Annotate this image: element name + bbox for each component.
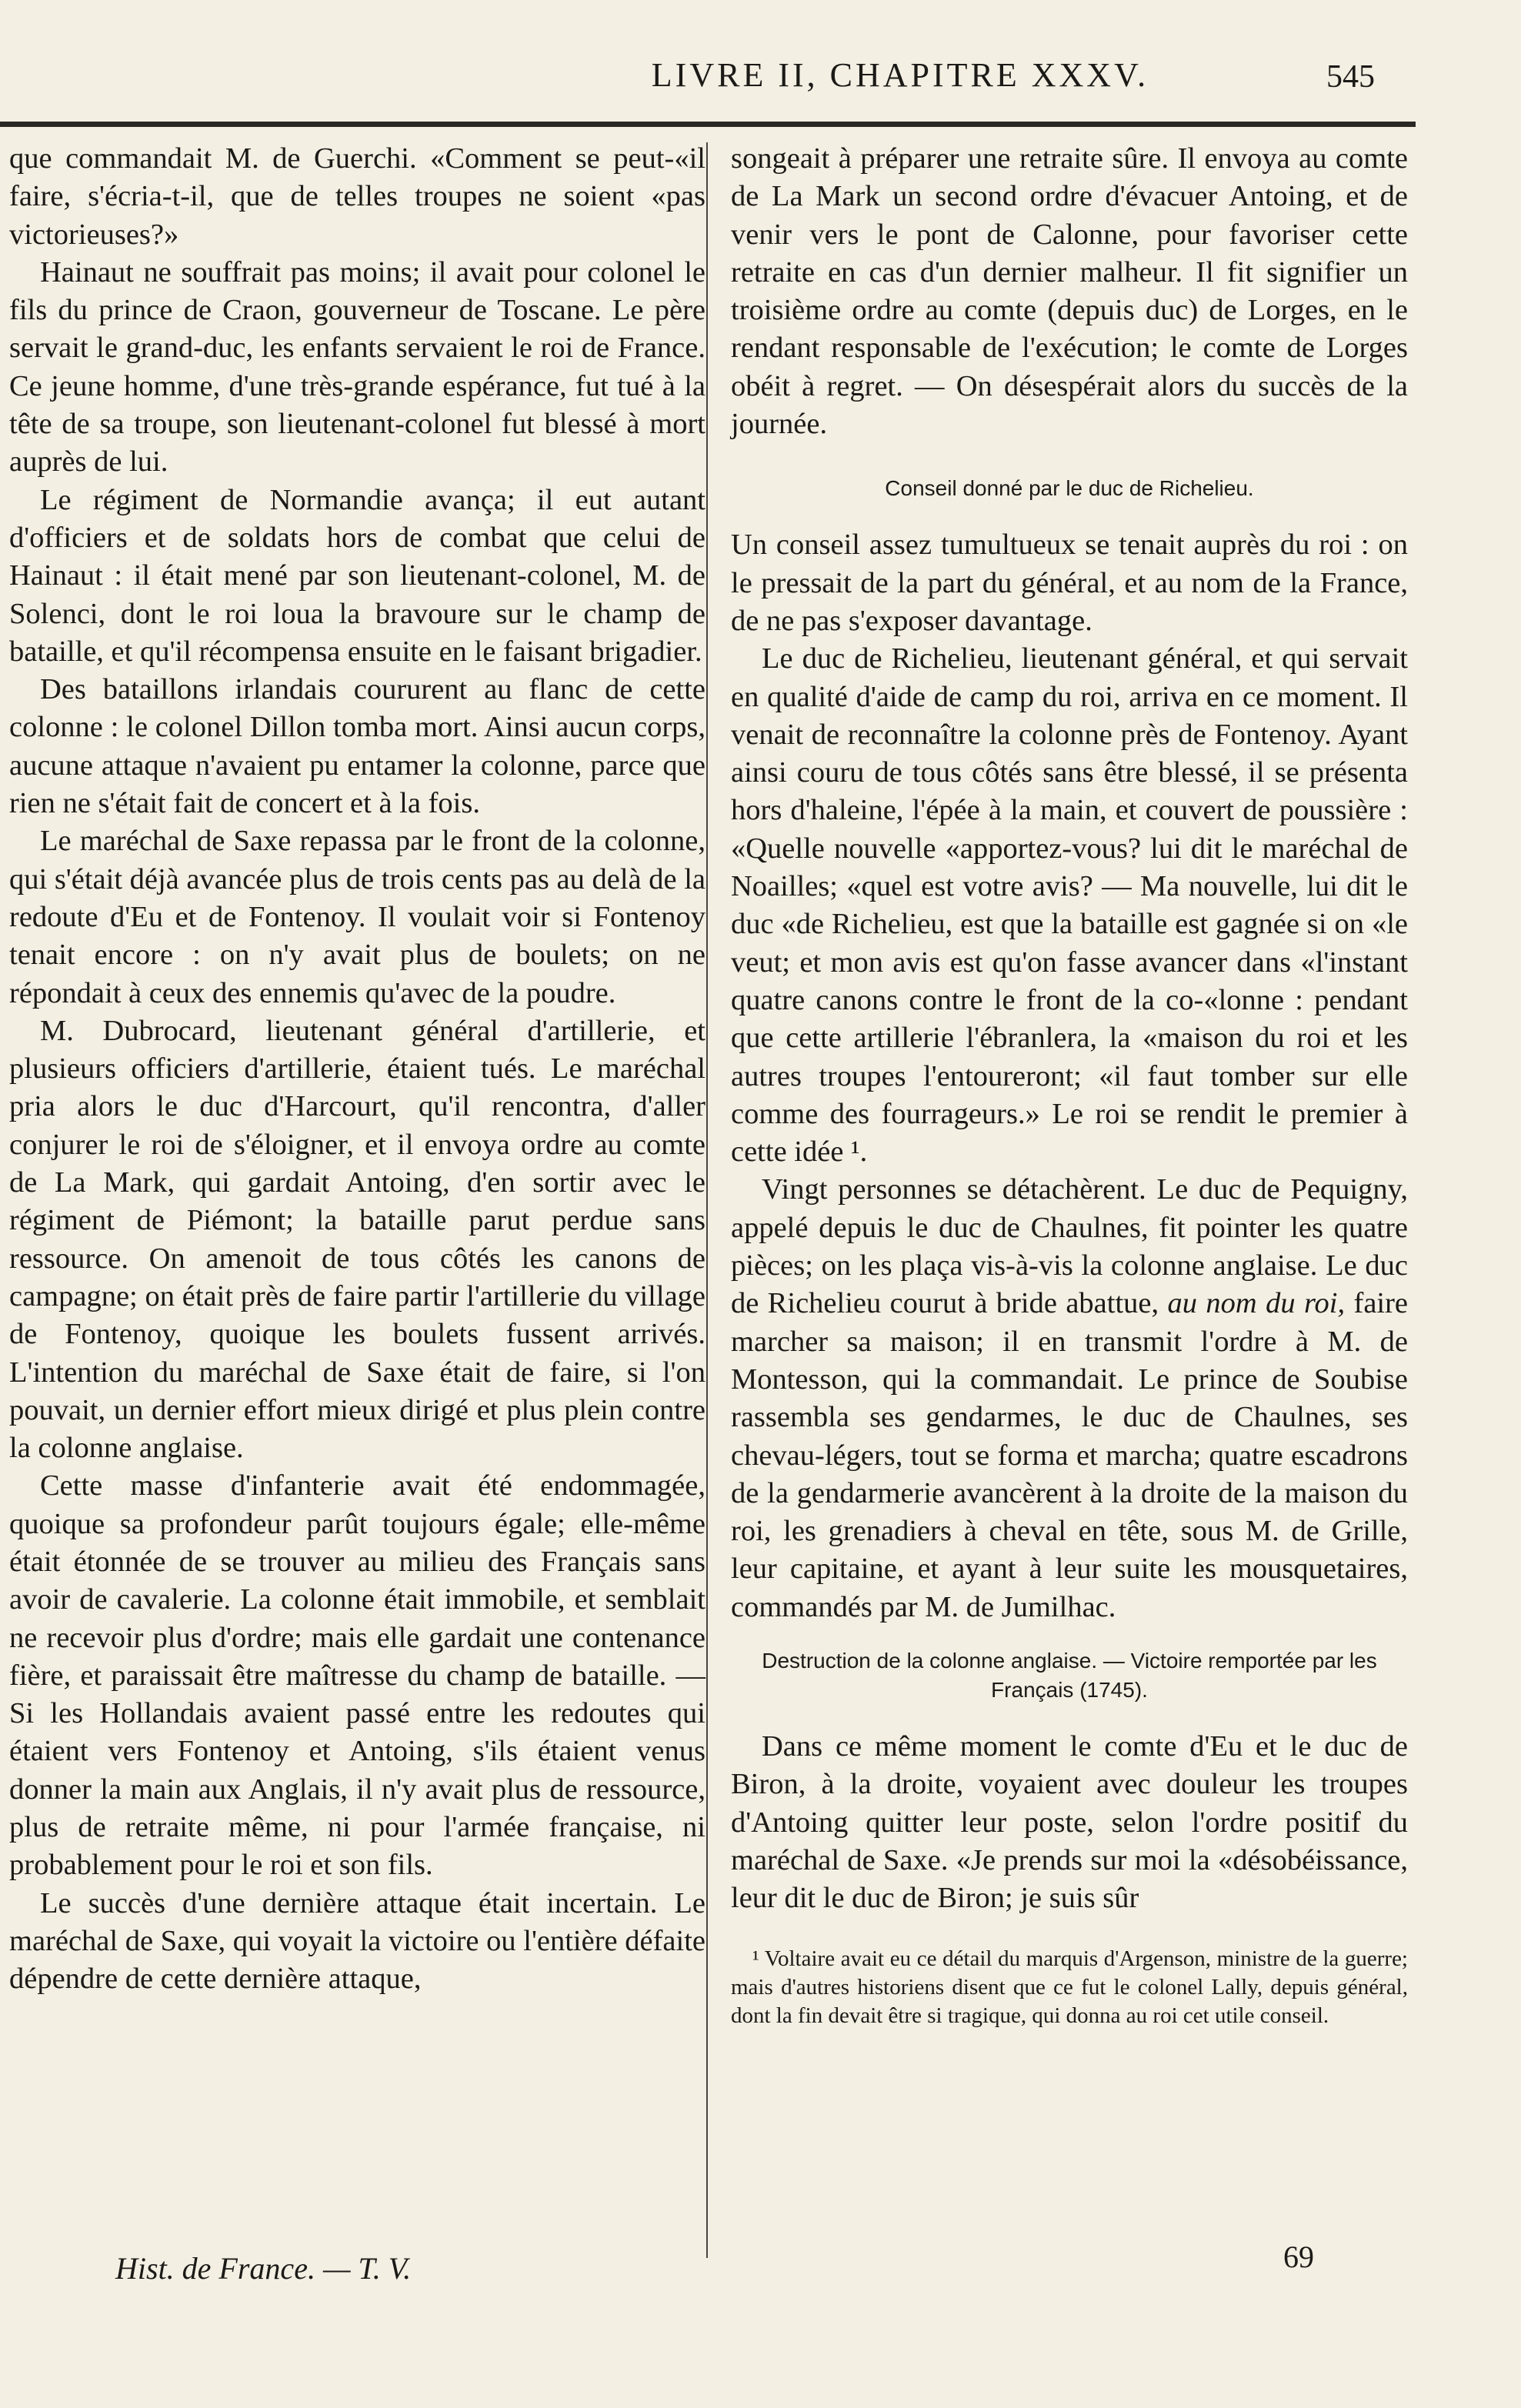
paragraph: Hainaut ne souffrait pas moins; il avait pour colonel le fils du prince de Craon, gouverneur de Toscane. Le père servait le grand-duc, les enfants servaient le roi de France. Ce jeune homme, d'une très-grande espérance, fut tué à la tête de sa troupe, son lieutenant-colonel fut blessé à mort auprès de lui. — [9, 255, 705, 479]
column-divider — [706, 142, 708, 2258]
paragraph: M. Dubrocard, lieutenant général d'artillerie, et plusieurs officiers d'artillerie, étaient tués. Le maréchal pria alors le duc d'Harcourt, qu'il rencontra, d'aller conjurer le roi de s'éloigner, et il envoya ordre au comte de La Mark, qui gardait Antoing, d'en sortir avec le régiment de Piémont; la bataille parut perdue sans ressource. On amenoit de tous côtés les canons de campagne; on était près de faire partir l'artillerie du village de Fontenoy, quoique les boulets fussent arrivés. L'intention du maréchal de Saxe était de faire, si l'on pouvait, un dernier effort mieux dirigé et plus plein contre la colonne anglaise. — [9, 1014, 705, 1465]
signature-number: 69 — [1283, 2240, 1314, 2274]
paragraph-text: Vingt personnes se détachèrent. Le duc de Pequigny, appelé depuis le duc de Chaulnes, fit pointer les quatre pièces; on les plaça vis-à-vis la colonne anglaise. Le duc de Richelieu courut à bride abattue, — [731, 1173, 1408, 1320]
paragraph: songeait à préparer une retraite sûre. Il envoya au comte de La Mark un second ordre d'évacuer Antoing, et de venir vers le pont de Calonne, pour favoriser cette retraite en cas d'un dernier malheur. Il fit signifier un troisième ordre au comte (depuis duc) de Lorges, en le rendant responsable de l'exécution; le comte de Lorges obéit à regret. — On désespérait alors du succès de la journée. — [731, 142, 1408, 441]
paragraph: Le duc de Richelieu, lieutenant général, et qui servait en qualité d'aide de camp du roi, arriva en ce moment. Il venait de reconnaître la colonne près de Fontenoy. Ayant ainsi couru de tous côtés sans être blessé, il se présenta hors d'haleine, l'épée à la main, et couvert de poussière : «Quelle nouvelle «apportez-vous? lui dit le maréchal de Noailles; «quel est votre avis? — Ma nouvelle, lui dit le duc «de Richelieu, est que la bataille est gagnée si on «le veut; et mon avis est qu'on fasse avancer dans «l'instant quatre canons contre le front de la co-«lonne : pendant que cette artillerie l'ébranlera, la «maison du roi et les autres troupes l'entoureront; «il faut tomber sur elle comme des fourrageurs.» Le roi se rendit le premier à cette idée ¹. — [731, 642, 1408, 1169]
footnote: ¹ Voltaire avait eu ce détail du marquis d'Argenson, ministre de la guerre; mais d'autres historiens disent que ce fut le colonel Lally, depuis général, dont la fin devait être si tragique, qui donna au roi cet utile conseil. — [731, 1946, 1408, 2029]
paragraph: que commandait M. de Guerchi. «Comment se peut-«il faire, s'écria-t-il, que de telles troupes ne soient «pas victorieuses?» — [9, 142, 705, 251]
italic-phrase: au nom du roi, — [1167, 1287, 1346, 1320]
paragraph-text: faire marcher sa maison; il en transmit l'ordre à M. de Montesson, qui la commandait. Le prince de Soubise rassembla ses gendarmes, le duc de Chaulnes, ses chevau-légers, tout se forma et marcha; quatre escadrons de la gendarmerie avancèrent à la droite de la maison du roi, les grenadiers à cheval en tête, sous M. de Grille, leur capitaine, et ayant à leur suite les mousquetaires, commandés par M. de Jumilhac. — [731, 1287, 1409, 1623]
section-heading: Conseil donné par le duc de Richelieu. — [885, 476, 1254, 501]
page-number: 545 — [1326, 59, 1375, 95]
paragraph: Le succès d'une dernière attaque était incertain. Le maréchal de Saxe, qui voyait la victoire ou l'entière défaite dépendre de cette dernière attaque, — [9, 1886, 705, 1996]
header-rule — [0, 122, 1416, 127]
paragraph: Dans ce même moment le comte d'Eu et le duc de Biron, à la droite, voyaient avec douleur les troupes d'Antoing quitter leur poste, selon l'ordre positif du maréchal de Saxe. «Je prends sur moi la «désobéissance, leur dit le duc de Biron; je suis sûr — [731, 1729, 1408, 1915]
section-heading: Destruction de la colonne anglaise. — Victoire remportée par les Français (1745). — [762, 1648, 1377, 1702]
paragraph — [731, 1171, 1408, 1626]
paragraph: Cette masse d'infanterie avait été endommagée, quoique sa profondeur parût toujours égale; elle-même était étonnée de se trouver au milieu des Français sans avoir de cavalerie. La colonne était immobile, et semblait ne recevoir plus d'ordre; mais elle gardait une contenance fière, et paraissait être maîtresse du champ de bataille. — Si les Hollandais avaient passé entre les redoutes qui étaient vers Fontenoy et Antoing, s'ils étaient venus donner la main aux Anglais, il n'y avait plus de ressource, plus de retraite même, ni pour l'armée française, ni probablement pour le roi et son fils. — [9, 1469, 705, 1882]
paragraph: Le maréchal de Saxe repassa par le front de la colonne, qui s'était déjà avancée plus de trois cents pas au delà de la redoute d'Eu et de Fontenoy. Il voulait voir si Fontenoy tenait encore : on n'y avait plus de boulets; on ne répondait à ceux des ennemis qu'avec de la poudre. — [9, 825, 705, 1009]
paragraph: Des bataillons irlandais coururent au flanc de cette colonne : le colonel Dillon tomba mort. Ainsi aucun corps, aucune attaque n'avaient pu entamer la colonne, parce que rien ne s'était fait de concert et à la fois. — [9, 673, 705, 820]
signature-mark: Hist. de France. — T. V. — [115, 2251, 412, 2286]
running-head: LIVRE II, CHAPITRE XXXV. — [651, 56, 1149, 94]
right-column — [731, 140, 1408, 2030]
left-column — [9, 140, 705, 1999]
paragraph: Un conseil assez tumultueux se tenait auprès du roi : on le pressait de la part du général, et au nom de la France, de ne pas s'exposer davantage. — [731, 529, 1408, 637]
paragraph: Le régiment de Normandie avança; il eut autant d'officiers et de soldats hors de combat que celui de Hainaut : il était mené par son lieutenant-colonel, M. de Solenci, dont le roi loua la bravoure sur le champ de bataille, et qu'il récompensa ensuite en le faisant brigadier. — [9, 483, 705, 668]
